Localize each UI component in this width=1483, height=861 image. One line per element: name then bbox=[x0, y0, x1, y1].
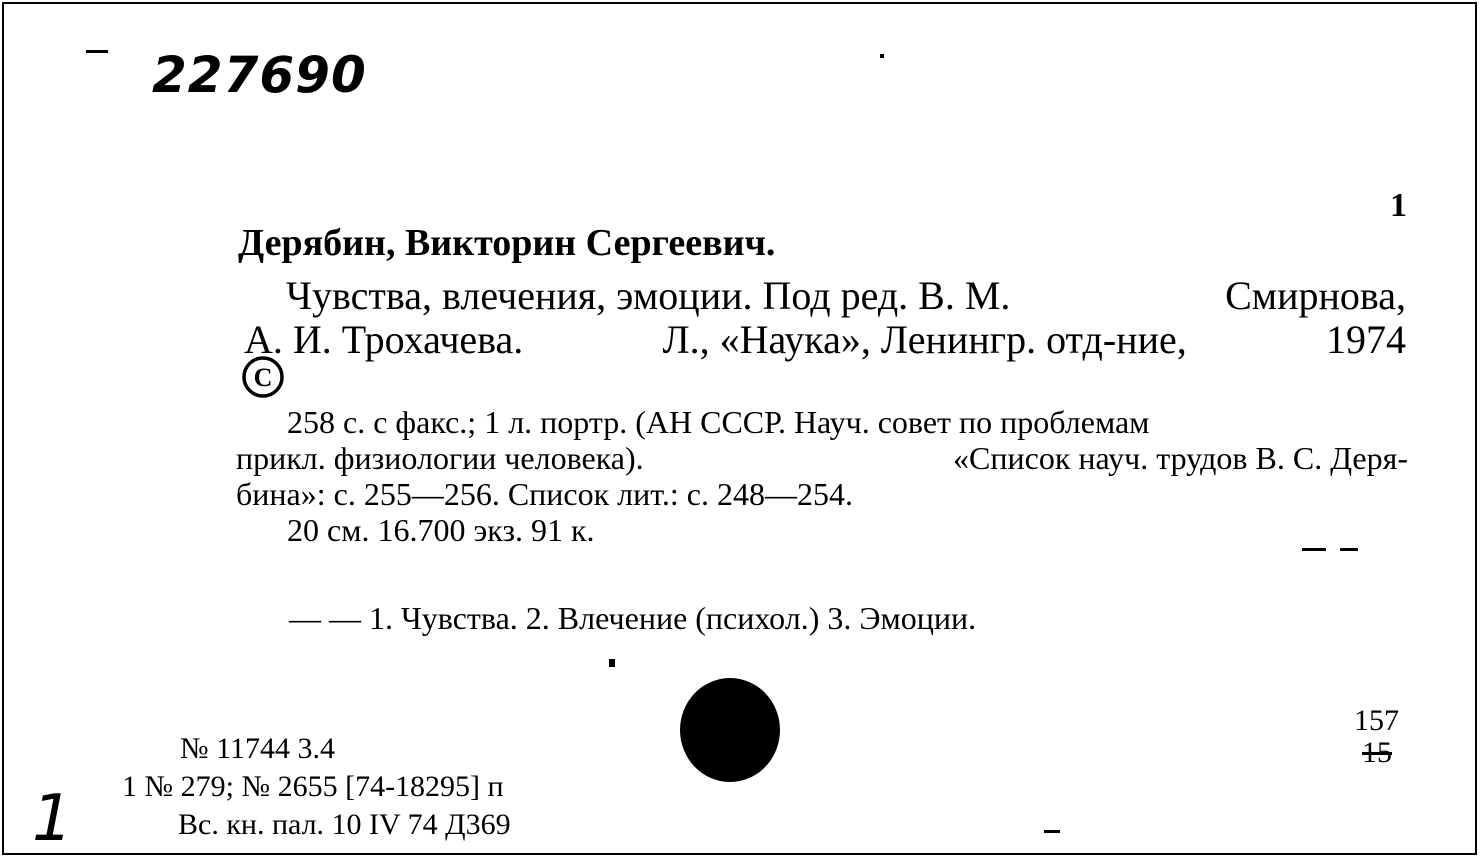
title-line-1-part-2: Смирнова, bbox=[1225, 273, 1406, 318]
author-heading: Дерябин, Викторин Сергеевич. bbox=[238, 222, 776, 264]
title-line-2-part-1: А. И. Трохачева. bbox=[244, 317, 524, 362]
copyright-symbol-letter: C bbox=[253, 363, 273, 392]
card-number: 1 bbox=[1390, 187, 1407, 224]
classification-old: 15 bbox=[1362, 736, 1392, 769]
handwritten-mark: 1 bbox=[32, 782, 73, 856]
description-line-1-text: 258 с. с факс.; 1 л. портр. (АН СССР. Науч. совет по проблемам bbox=[287, 404, 1150, 440]
publication-info: Вс. кн. пал. 10 IV 74 Д369 bbox=[178, 808, 511, 841]
scan-speck bbox=[86, 50, 108, 53]
copyright-icon bbox=[240, 354, 286, 400]
description-line-4: 20 см. 16.700 экз. 91 к. bbox=[287, 512, 595, 548]
scan-speck bbox=[609, 659, 615, 667]
description-line-1 bbox=[287, 404, 1407, 441]
title-line-2-part-2: Л., «Наука», Ленингр. отд-ние, bbox=[662, 317, 1187, 362]
description-line-2 bbox=[236, 440, 1408, 477]
title-line-2 bbox=[244, 316, 1406, 363]
title-line-2-part-3: 1974 bbox=[1325, 317, 1406, 362]
scan-speck bbox=[1302, 548, 1326, 551]
title-line-1 bbox=[286, 272, 1406, 319]
inventory-number: 227690 bbox=[152, 46, 367, 104]
subject-headings: — — 1. Чувства. 2. Влечение (психол.) 3. Эмоции. bbox=[289, 600, 977, 636]
classification-new: 157 bbox=[1354, 704, 1399, 737]
order-number: № 11744 3.4 bbox=[180, 732, 336, 765]
title-line-1-part-1: Чувства, влечения, эмоции. Под ред. В. М. bbox=[286, 273, 1011, 318]
scan-speck bbox=[880, 54, 884, 58]
scan-speck bbox=[1340, 548, 1358, 551]
catalog-card bbox=[2, 2, 1477, 855]
punch-hole bbox=[680, 678, 780, 782]
registration-number: 1 № 279; № 2655 [74-18295] п bbox=[122, 770, 504, 803]
description-line-2-part-1: прикл. физиологии человека). bbox=[236, 440, 644, 476]
description-line-2-part-2: «Список науч. трудов В. С. Деря- bbox=[953, 440, 1408, 476]
description-line-3: бина»: с. 255—256. Список лит.: с. 248—254. bbox=[236, 476, 853, 512]
scan-speck bbox=[1044, 830, 1060, 833]
